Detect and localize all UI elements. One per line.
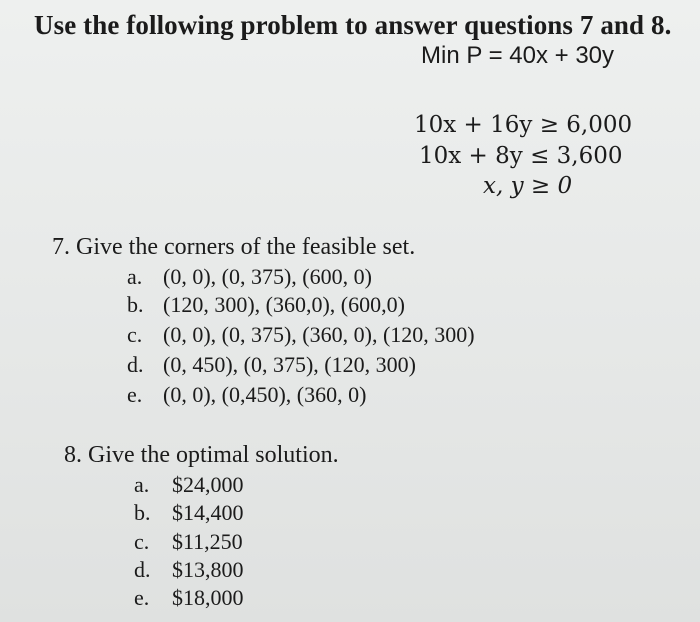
question-7-option-c	[127, 322, 475, 348]
question-8-option-e	[134, 585, 244, 611]
option-letter: a.	[127, 264, 143, 289]
option-letter: e.	[127, 382, 143, 407]
constraint-1: 10x + 16y ≥ 6,000	[414, 112, 633, 138]
option-letter: d.	[134, 557, 151, 582]
option-letter: d.	[127, 352, 144, 377]
option-text: (120, 300), (360,0), (600,0)	[163, 292, 405, 317]
question-7-prompt: 7. Give the corners of the feasible set.	[52, 234, 416, 260]
option-letter: a.	[134, 472, 150, 497]
option-text: (0, 0), (0, 375), (360, 0), (120, 300)	[163, 322, 475, 347]
option-letter: c.	[127, 322, 143, 347]
constraint-nonnegativity: x, y ≥ 0	[483, 173, 573, 199]
question-8-prompt: 8. Give the optimal solution.	[64, 442, 339, 468]
question-7-option-b	[127, 292, 405, 318]
option-letter: b.	[134, 500, 151, 525]
question-8-option-a	[134, 472, 244, 498]
question-8-option-c	[134, 529, 243, 555]
option-text: (0, 0), (0,450), (360, 0)	[163, 382, 367, 407]
instructions-heading: Use the following problem to answer questions 7 and 8.	[34, 10, 672, 40]
option-text: (0, 0), (0, 375), (600, 0)	[163, 264, 372, 289]
option-letter: b.	[127, 292, 144, 317]
option-text: $14,400	[172, 500, 244, 525]
option-letter: c.	[134, 529, 150, 554]
question-7-option-a	[127, 264, 372, 290]
option-text: (0, 450), (0, 375), (120, 300)	[163, 352, 416, 377]
option-text: $11,250	[172, 529, 243, 554]
constraint-2: 10x + 8y ≤ 3,600	[419, 143, 623, 169]
question-7-option-d	[127, 352, 416, 378]
option-text: $13,800	[172, 557, 244, 582]
option-letter: e.	[134, 585, 150, 610]
option-text: $24,000	[172, 472, 244, 497]
question-8-option-b	[134, 500, 244, 526]
question-8-option-d	[134, 557, 244, 583]
option-text: $18,000	[172, 585, 244, 610]
objective-function: Min P = 40x + 30y	[421, 42, 615, 69]
question-7-option-e	[127, 382, 366, 408]
